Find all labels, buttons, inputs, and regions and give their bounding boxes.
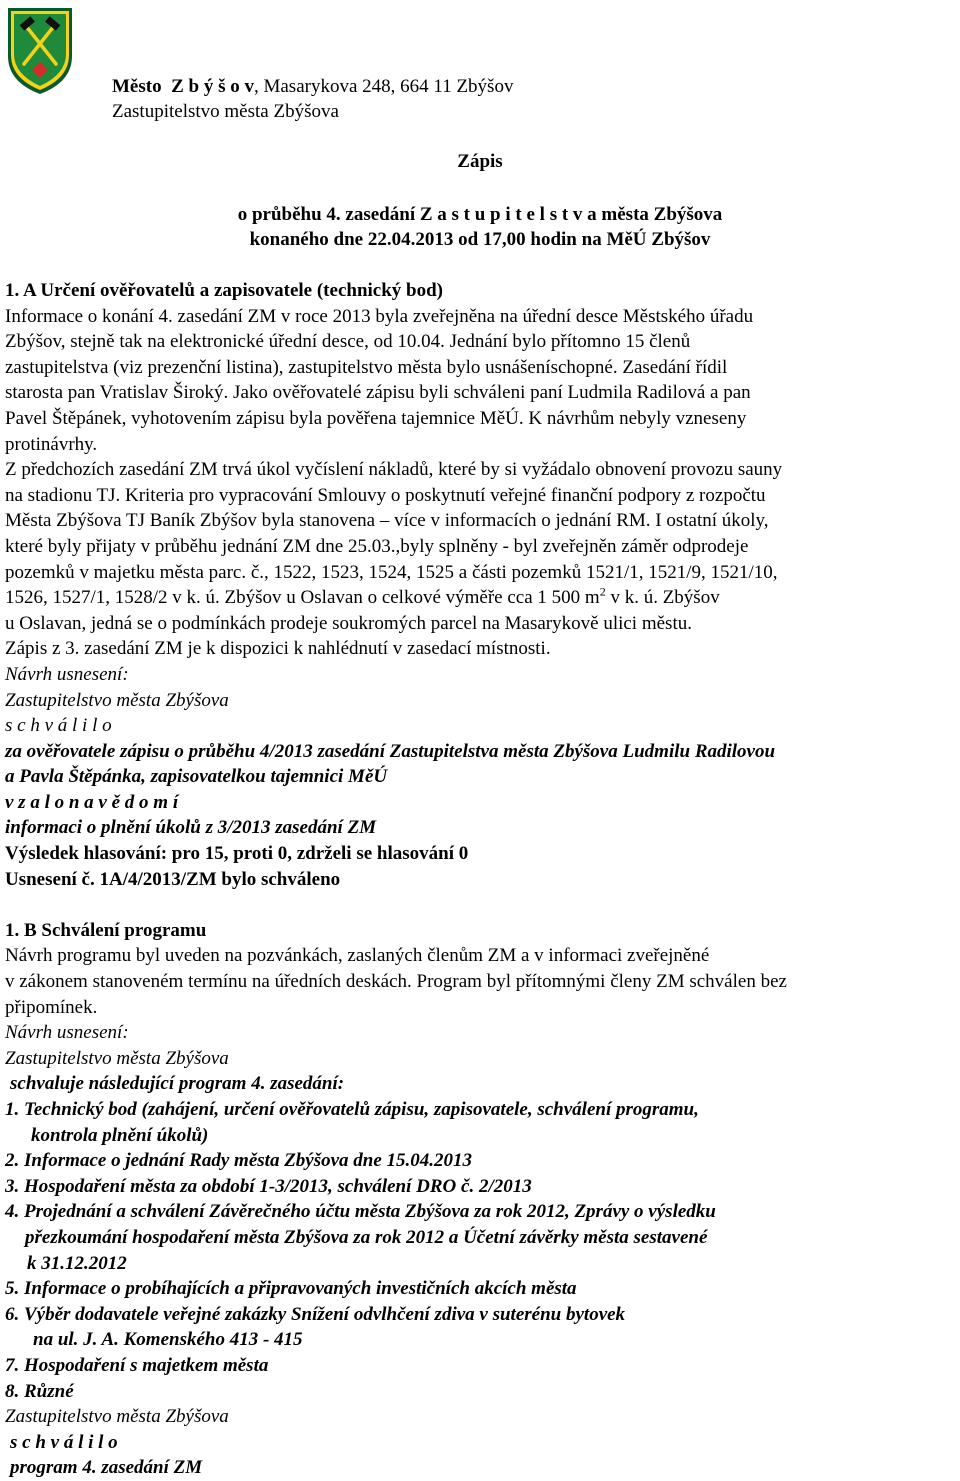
section-a-line: na stadionu TJ. Kriteria pro vypracování Smlouvy o poskytnutí veřejné finanční podpory z rozpočtu bbox=[5, 484, 766, 506]
city-address: , Masarykova 248, 664 11 Zbýšov bbox=[253, 76, 514, 97]
program-item-continued: k 31.12.2012 bbox=[27, 1252, 127, 1274]
program-item: 1. Technický bod (zahájení, určení ověřovatelů zápisu, zapisovatele, schválení programu, bbox=[5, 1099, 699, 1120]
program-item: 3. Hospodaření města za období 1-3/2013, schválení DRO č. 2/2013 bbox=[5, 1175, 532, 1197]
approves-label: s c h v á l i l o bbox=[5, 715, 112, 737]
vote-result: Výsledek hlasování: pro 15, proti 0, zdrželi se hlasování 0 bbox=[5, 843, 469, 865]
section-a-line: starosta pan Vratislav Široký. Jako ověřovatelé zápisu byli schváleni paní Ludmila Radilová a pan bbox=[5, 382, 751, 404]
program-item: 5. Informace o probíhajících a připravovaných investičních akcích města bbox=[5, 1278, 577, 1300]
document-subtitle-1: o průběhu 4. zasedání Z a s t u p i t e l s t v a města Zbýšova bbox=[237, 204, 723, 225]
council-name: Zastupitelstvo města Zbýšova bbox=[5, 689, 229, 711]
document-subtitle-2: konaného dne 22.04.2013 od 17,00 hodin na MěÚ Zbýšov bbox=[249, 229, 711, 250]
section-b-line: připomínek. bbox=[5, 996, 98, 1018]
council-line: Zastupitelstvo města Zbýšova bbox=[112, 101, 339, 122]
approves-following-label: schvaluje následující program 4. zasedání: bbox=[10, 1073, 345, 1095]
program-item-continued: kontrola plnění úkolů) bbox=[31, 1124, 209, 1146]
program-item-continued: na ul. J. A. Komenského 413 - 415 bbox=[33, 1329, 303, 1351]
noted-text: informaci o plnění úkolů z 3/2013 zasedání ZM bbox=[5, 817, 377, 839]
approves-text: program 4. zasedání ZM bbox=[10, 1457, 203, 1479]
city-line bbox=[112, 74, 513, 99]
section-a-line: které byly přijaty v průběhu jednání ZM dne 25.03.,byly splněny - byl zveřejněn záměr odprodeje bbox=[5, 535, 749, 557]
section-a-line: zastupitelstva (viz prezenční listina), zastupitelstvo města bylo usnášeníschopné. Zasedání řídil bbox=[5, 356, 728, 378]
section-a-line: pozemků v majetku města parc. č., 1522, 1523, 1524, 1525 a části pozemků 1521/1, 1521/9, 1521/10, bbox=[5, 561, 778, 583]
program-item: 7. Hospodaření s majetkem města bbox=[5, 1354, 269, 1376]
program-item: 6. Výběr dodavatele veřejné zakázky Snížení odvlhčení zdiva v suterénu bytovek bbox=[5, 1303, 626, 1325]
program-item: 4. Projednání a schválení Závěrečného účtu města Zbýšova za rok 2012, Zprávy o výsledku bbox=[5, 1201, 716, 1223]
approves-text: a Pavla Štěpánka, zapisovatelkou tajemnici MěÚ bbox=[5, 766, 388, 788]
program-item: 8. Různé bbox=[5, 1380, 74, 1402]
council-name: Zastupitelstvo města Zbýšova bbox=[5, 1406, 229, 1428]
city-prefix: Město bbox=[112, 76, 162, 97]
section-b-line: Návrh programu byl uveden na pozvánkách, zaslaných členům ZM a v informaci zveřejněné bbox=[5, 945, 710, 967]
minutes-body bbox=[5, 278, 960, 1481]
program-item-continued: přezkoumání hospodaření města Zbýšova za rok 2012 a Účetní závěrky města sestavené bbox=[25, 1226, 708, 1248]
proposal-label: Návrh usnesení: bbox=[5, 1022, 129, 1044]
resolution-result: Usnesení č. 1A/4/2013/ZM bylo schváleno bbox=[5, 868, 341, 890]
program-item: 2. Informace o jednání Rady města Zbýšova dne 15.04.2013 bbox=[5, 1150, 473, 1172]
section-a-line: Zbýšov, stejně tak na elektronické úřední desce, od 10.04. Jednání bylo přítomno 15 členů bbox=[5, 331, 691, 353]
approves-text: za ověřovatele zápisu o průběhu 4/2013 zasedání Zastupitelstva města Zbýšova Ludmilu Radilovou bbox=[5, 740, 776, 762]
section-a-line: Z předchozích zasedání ZM trvá úkol vyčíslení nákladů, které by si vyžádalo obnovení provozu sauny bbox=[5, 459, 783, 481]
section-b-heading: 1. B Schválení programu bbox=[5, 919, 207, 941]
section-a-line: Pavel Štěpánek, vyhotovením zápisu byla pověřena tajemnice MěÚ. K návrhům nebyly vzneseny bbox=[5, 407, 747, 429]
section-a-line: protinávrhy. bbox=[5, 433, 98, 455]
section-a-line: Zápis z 3. zasedání ZM je k dispozici k nahlédnutí v zasedací místnosti. bbox=[5, 638, 551, 660]
city-name: Z b ý š o v bbox=[171, 76, 254, 97]
section-a-line: Města Zbýšova TJ Baník Zbýšov byla stanovena – více v informacích o jednání RM. I ostatní úkoly, bbox=[5, 510, 769, 532]
section-a-area-line: 1526, 1527/1, 1528/2 v k. ú. Zbýšov u Oslavan o celkové výměře cca 1 500 $m^2$ v k. ú. Zbýšov bbox=[5, 584, 720, 609]
section-b-line: v zákonem stanoveném termínu na úředních deskách. Program byl přítomnými členy ZM schválen bez bbox=[5, 971, 787, 993]
council-name: Zastupitelstvo města Zbýšova bbox=[5, 1047, 229, 1069]
proposal-label: Návrh usnesení: bbox=[5, 663, 129, 685]
section-a-heading: 1. A Určení ověřovatelů a zapisovatele (technický bod) bbox=[5, 280, 444, 301]
document-title: Zápis bbox=[457, 151, 503, 172]
coat-of-arms-logo bbox=[4, 4, 76, 96]
section-a-line: u Oslavan, jedná se o podmínkách prodeje soukromých parcel na Masarykově ulici městu. bbox=[5, 612, 692, 634]
approves-label: s c h v á l i l o bbox=[10, 1431, 118, 1453]
noted-label: v z a l o n a v ě d o m í bbox=[5, 791, 179, 813]
section-a-line: Informace o konání 4. zasedání ZM v roce 2013 byla zveřejněna na úřední desce Městského úřadu bbox=[5, 305, 754, 327]
